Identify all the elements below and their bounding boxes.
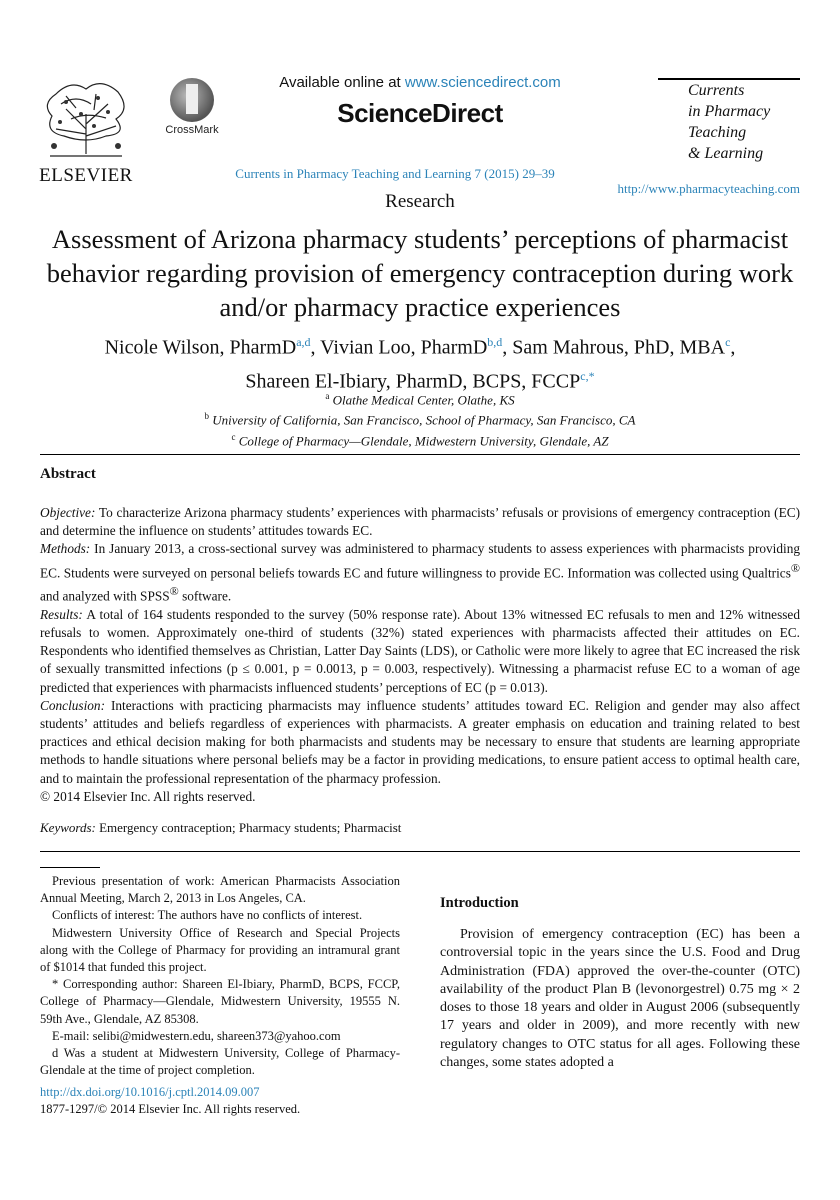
sciencedirect-wordmark: ScienceDirect (337, 98, 503, 128)
crossmark-label: CrossMark (165, 124, 219, 136)
divider (40, 454, 800, 455)
divider (40, 851, 800, 852)
abstract-methods: Methods: In January 2013, a cross-sectional survey was administered to pharmacy students to assess experiences with pharmacists providing EC. Students were surveyed on personal beliefs towards EC and future willingness to provide EC. Information was collected using Qualtrics® and analyzed with SPSS® software. (40, 541, 800, 604)
abstract-body (40, 504, 800, 806)
crossmark-badge[interactable] (160, 76, 224, 142)
elsevier-logo (36, 74, 136, 184)
author-list: Nicole Wilson, PharmD$^{a,d}$, Vivian Loo, PharmD$^{b,d}$, Sam Mahrous, PhD, MBA$^c$, Shareen El-Ibiary, PharmD, BCPS, $FCCP^{c,*}$ (104, 335, 736, 393)
journal-logo: Currents in Pharmacy Teaching & Learning (658, 78, 800, 176)
article-title: Assessment of Arizona pharmacy students’ perceptions of pharmacist behavior regarding provision of emergency contraception during work and/or pharmacy practice experiences (46, 224, 794, 322)
introduction-text: Provision of emergency contraception (EC) has been a controversial topic in the years since the U.S. Food and Drug Administration (FDA) approved the over-the-counter (OTC) availability of the product Plan B (levonorgestrel) 0.75 mg × 2 doses to those 18 years and older in August 2006 (subsequently 17 years and older in 2009), and more recently with new regulatory changes to OTC status for all ages. Following these changes, some states adopted a (440, 927, 800, 1071)
introduction-heading: Introduction (440, 895, 519, 911)
abstract-objective: Objective: To characterize Arizona pharmacy students’ experiences with pharmacists’ refusals or provisions of emergency contraception (EC) and determine the influence on students’ attitudes towards EC. (40, 505, 800, 539)
author-affil-sup[interactable]: b,d (487, 335, 503, 349)
author-name: Sam Mahrous, PhD, MBA (512, 336, 726, 359)
sciencedirect-link[interactable]: www.sciencedirect.com (404, 74, 561, 91)
abstract-conclusion: Conclusion: Interactions with practicing pharmacists may influence students’ attitudes toward EC. Religion and gender may also affect students’ attitudes and beliefs regardless of experiences with pharmacists. A greater emphasis on education and training related to best practices and ethical decision making for both pharmacists and students may be necessary to ensure that students are learning appropriate methods to handle situations where personal beliefs may be a factor in providing medications, to ensure patient access to optimal health care, and to maintain the professional representation of the pharmacy profession. (40, 697, 800, 786)
issn-copyright: 1877-1297/© 2014 Elsevier Inc. All rights reserved. (40, 1102, 301, 1116)
affiliation-item: $^b$ University of California, San Francisco, School of Pharmacy, San Francisco, CA (204, 411, 636, 428)
keywords: Keywords: Emergency contraception; Pharmacy students; Pharmacist (40, 820, 402, 835)
doi-link[interactable]: http://dx.doi.org/10.1016/j.cptl.2014.09.007 (40, 1085, 260, 1099)
elsevier-wordmark: ELSEVIER (39, 165, 133, 186)
footnote-divider (40, 867, 100, 868)
footnote-email[interactable]: E-mail: selibi@midwestern.edu, shareen373@yahoo.com (52, 1028, 341, 1043)
journal-citation[interactable]: Currents in Pharmacy Teaching and Learning 7 (2015) 29–39 (235, 166, 555, 181)
footnote: Midwestern University Office of Research and Special Projects along with the College of Pharmacy for providing an intramural grant of $1014 that funded this project. (40, 925, 400, 975)
affiliations (40, 388, 800, 449)
footnote: d Was a student at Midwestern University, College of Pharmacy-Glendale at the time of project completion. (40, 1046, 400, 1078)
affiliation-item: $^a$ Olathe Medical Center, Olathe, KS (325, 391, 515, 408)
author-affil-sup[interactable]: c (725, 335, 731, 349)
footnote: Conflicts of interest: The authors have no conflicts of interest. (52, 908, 363, 923)
elsevier-tree-icon (36, 74, 136, 160)
available-online: Available online at www.sciencedirect.com (279, 74, 561, 91)
author-affil-sup[interactable]: a,d (296, 335, 311, 349)
footnote: * Corresponding author: Shareen El-Ibiary, PharmD, BCPS, FCCP, College of Pharmacy—Glendale, Midwestern University, 19555 N. 59th Ave., Glendale, AZ 85308. (40, 977, 400, 1026)
abstract-results: Results: A total of 164 students responded to the survey (50% response rate). About 13% witnessed EC refusals to men and 12% witnessed refusals to women. Approximately one-third of students (32%) stated experiences with pharmacists affected their attitudes on EC. Respondents who identified themselves as Christian, Latter Day Saints (LDS), or Catholic were more likely to agree that EC increased the risk of sexually transmitted infections (p ≤ 0.001, p = 0.0013, p = 0.003, respectively). Witnessing a pharmacist refuse EC to a woman of age predicted that experiences with pharmacists influenced students’ perceptions of EC (p = 0.013). (40, 606, 800, 695)
footnote: Previous presentation of work: American Pharmacists Association Annual Meeting, March 2, 2013 in Los Angeles, CA. (40, 874, 400, 906)
author-name: Shareen El-Ibiary, PharmD, BCPS, FCCP (245, 370, 581, 393)
section-label: Research (385, 191, 455, 212)
author-affil-sup[interactable]: c,* (580, 368, 595, 383)
journal-url[interactable]: http://www.pharmacyteaching.com (617, 181, 800, 196)
author-name: Nicole Wilson, PharmD (104, 336, 297, 359)
affiliation-item: $^c$ College of Pharmacy—Glendale, Midwestern University, Glendale, AZ (231, 431, 609, 448)
abstract-copyright: © 2014 Elsevier Inc. All rights reserved. (40, 788, 256, 804)
author-name: Vivian Loo, PharmD (320, 336, 488, 359)
abstract-heading: Abstract (40, 466, 96, 482)
footnotes (40, 873, 400, 1079)
